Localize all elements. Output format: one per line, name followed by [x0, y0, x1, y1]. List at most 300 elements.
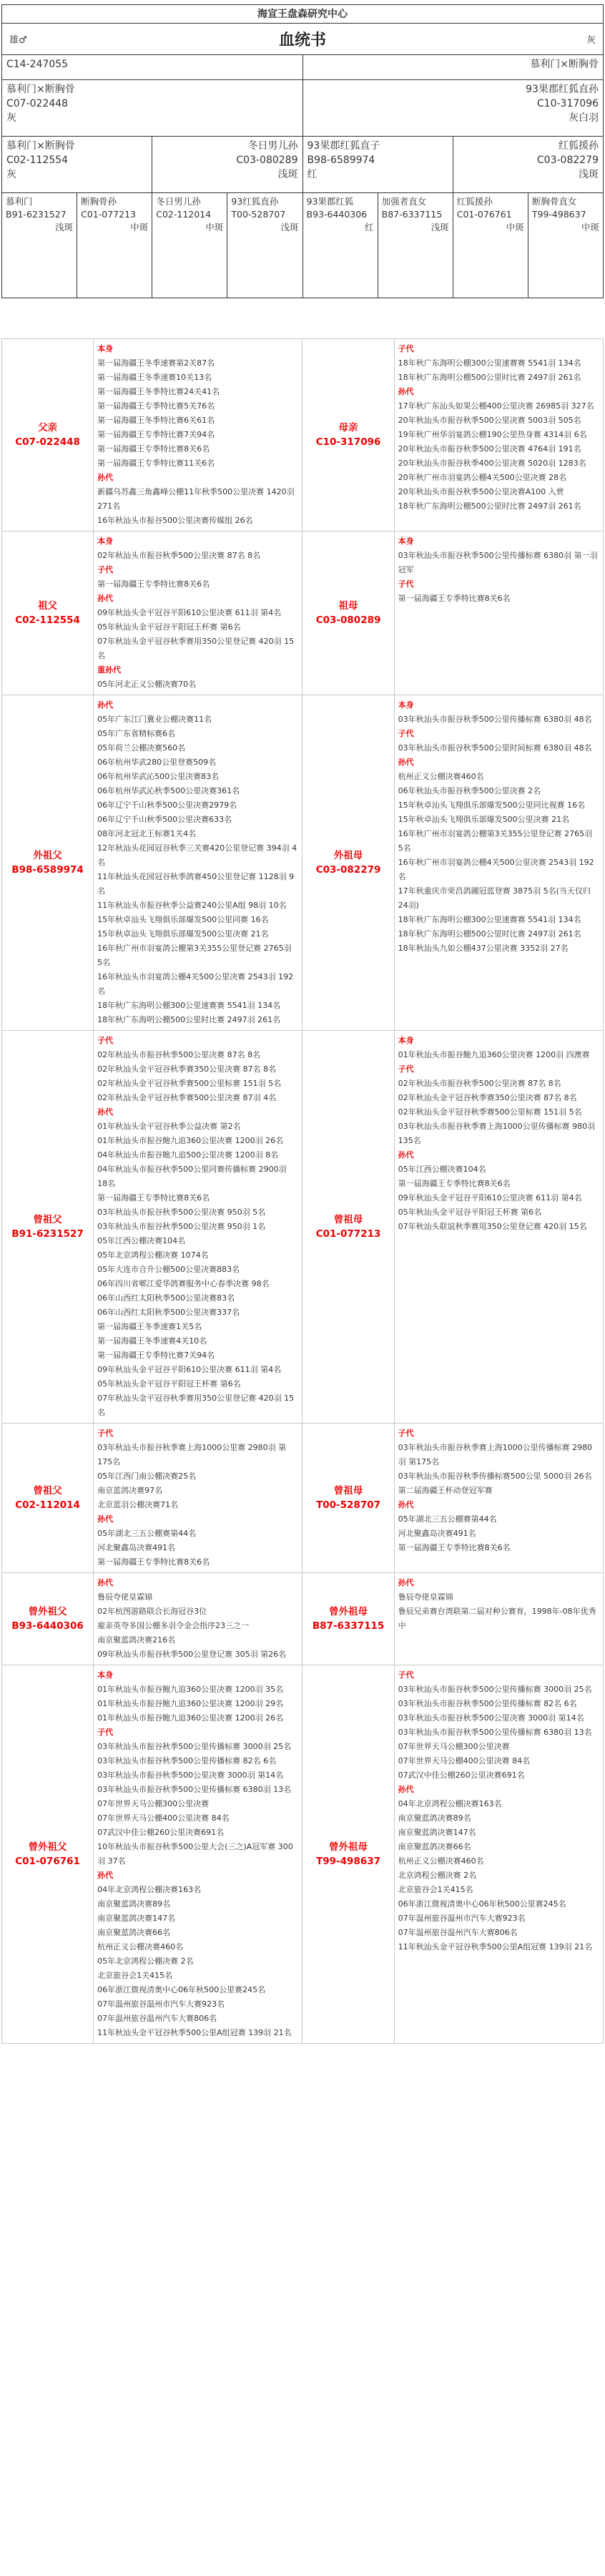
ancestor-color: 浅斑 [55, 222, 74, 232]
record-line: 03年秋汕头市振谷秋季500公里传播标赛 6380羽 13名 [398, 1728, 592, 1737]
record-line: 18年秋广东海明公棚500公里时比赛 2497羽 261名 [398, 501, 581, 511]
record-section-heading: 本身 [97, 537, 114, 546]
record-line: 05年大连市合升公棚500公里决赛883名 [97, 1265, 240, 1274]
ancestor-ring: B98-6589974 [11, 864, 84, 876]
ancestor-ring: B98-6589974 [307, 155, 375, 166]
ancestor-ring: T99-498637 [316, 1856, 381, 1867]
record-line: 05年北京鸿程公棚决赛 2名 [97, 1957, 194, 1966]
ancestor-label [2, 532, 94, 695]
record-line: 杭州正义公棚决赛460名 [398, 1856, 484, 1866]
ancestor-name: 93果郡红狐 [306, 196, 354, 207]
record-section-heading: 子代 [398, 1670, 414, 1680]
record-line: 04年秋汕头市振谷鲍九追500公里决赛 1200羽 8名 [97, 1150, 279, 1160]
record-line: 01年秋汕头市振谷鲍九追360公里决赛 1200羽 26名 [97, 1136, 284, 1145]
ancestor-ring: C01-077213 [81, 209, 136, 220]
ancestor-ring: T00-528707 [316, 1499, 381, 1511]
record-line: 09年秋汕头金平冠谷平阳610公里决赛 611羽 第4名 [97, 608, 282, 617]
record-line: 北京蓝羽公棚决赛71名 [97, 1500, 179, 1509]
record-section-heading: 子代 [398, 344, 414, 353]
record-line: 第一届海疆王冬季速赛10关13名 [97, 373, 212, 382]
record-line: 第一届海疆王专季特比赛8关6名 [97, 1557, 210, 1567]
subject-line: 慕利门×断胸骨 [530, 59, 599, 70]
record-line: 04年秋汕头市振谷秋季500公里同赛传播标赛 2900羽 18名 [97, 1165, 287, 1188]
record-line: 02年秋汕头市振谷秋季500公里决赛 87名 8名 [398, 1079, 561, 1088]
record-section-heading: 孙代 [398, 1150, 414, 1160]
ancestor-name: 冬日男儿孙 [156, 196, 201, 207]
ancestor-name: 加强者直女 [381, 196, 427, 207]
record-line: 07年秋汕头金平冠谷秋季赛用350公里登记赛 420羽 15名 [97, 1394, 295, 1417]
record-line: 北京旅谷会1关415名 [398, 1885, 473, 1894]
ancestor-ring: B93-6440306 [11, 1620, 84, 1632]
ancestor-title: 曾外祖父 [28, 1606, 67, 1617]
ancestor-ring: C03-080289 [315, 614, 381, 626]
race-records [94, 1573, 302, 1665]
record-line: 05年秋汕头金平冠谷平阳冠王杯赛 第6名 [97, 622, 241, 632]
record-line: 07年秋汕头金平冠谷秋季赛用350公里登记赛 420羽 15名 [97, 637, 295, 660]
ancestor-ring: C03-082279 [536, 155, 599, 166]
great-ancestor-cell [303, 193, 378, 298]
ancestor-ring: C07-022448 [15, 436, 80, 448]
record-line: 第一届海疆王冬季速赛4关10名 [97, 1336, 207, 1346]
record-line: 南京聚蓝鸽决赛89名 [398, 1813, 471, 1823]
record-line: 第一届海疆王专季特比赛8关6名 [398, 594, 511, 603]
record-line: 15年秋卓汕头飞翔俱乐部爆发500公里同比视赛 16名 [398, 800, 586, 810]
great-ancestor-cell [378, 193, 453, 298]
parents-row [2, 80, 603, 137]
record-line: 鲁辰夸佬皇霖锦 [97, 1592, 153, 1602]
record-section-heading: 本身 [97, 344, 114, 353]
record-line: 03年秋汕头市振谷秋季赛上海1000公里传播标赛 2980羽 第175名 [398, 1443, 593, 1466]
record-line: 06年山西红太阳秋季500公里决赛337名 [97, 1308, 240, 1317]
race-records [394, 1424, 603, 1573]
ancestor-ring: T99-498637 [531, 209, 586, 220]
record-line: 鲁辰兄弟赛台湾联第二届对种公赛育，1998年-08年优秀中 [398, 1607, 596, 1630]
record-section-heading: 子代 [398, 579, 414, 589]
record-line: 05年秋汕头金平冠谷平阳冠王杯赛 第6名 [398, 1208, 542, 1217]
ancestor-ring: C03-080289 [236, 155, 298, 166]
record-line: 第一届海疆王专季特比赛8关6名 [97, 444, 210, 454]
ancestor-title: 外祖父 [33, 850, 62, 861]
record-line: 06年杭州华武280公里登赛509名 [97, 758, 217, 767]
race-records [394, 1665, 603, 2044]
record-section-heading: 孙代 [398, 1500, 414, 1509]
great-ancestor-cell [528, 193, 603, 298]
record-line: 02年秋汕头金平冠谷秋季赛500公里决赛 87羽 4名 [97, 1093, 277, 1102]
record-line: 05年北京鸿程公棚决赛 1074名 [97, 1250, 209, 1260]
record-line: 07年温州旅谷温州汽车大赛806名 [97, 2014, 217, 2023]
ancestor-name: 红狐援孙 [559, 140, 599, 152]
ancestor-ring: C02-112014 [156, 209, 212, 220]
record-line: 06年山西红太阳秋季500公里决赛83名 [97, 1293, 235, 1303]
ancestor-cell [303, 137, 453, 192]
race-records [94, 1665, 302, 2044]
record-line: 05年河北正义公棚决赛70名 [97, 680, 197, 689]
section-gap [1, 298, 604, 338]
record-line: 07年世界天马公棚400公里决赛 84名 [398, 1756, 531, 1766]
race-records [94, 1031, 302, 1424]
record-line: 新疆乌苏鑫三角鑫峰公棚11年秋季500公里决赛 1420羽 271名 [97, 487, 295, 511]
ancestor-color: 中斑 [506, 222, 524, 232]
record-line: 16年秋广州市羽宴鸽公棚4关500公里决赛 2543羽 192名 [398, 858, 594, 881]
record-line: 15年秋卓汕头飞翔俱乐部爆发500公里同赛 16名 [97, 915, 269, 924]
record-section-heading: 本身 [398, 700, 414, 710]
ancestor-ring: B91-6231527 [11, 1228, 84, 1240]
record-line: 03年秋汕头市振谷秋季500公里决赛 3000羽 第14名 [97, 1771, 284, 1780]
record-section-heading: 孙代 [398, 1785, 414, 1794]
record-line: 03年秋汕头市振谷秋季500公里传播标赛 82名 6名 [398, 1699, 577, 1708]
record-line: 20年秋汕头市振谷秋季500公里决赛 5003羽 505名 [398, 416, 581, 425]
race-records [94, 339, 302, 532]
race-records [394, 695, 603, 1031]
ancestor-title: 曾祖父 [33, 1485, 62, 1497]
record-line: 06年浙江微视清奥中心06年秋500公里赛245名 [398, 1899, 566, 1909]
ancestor-title: 曾祖父 [33, 1214, 62, 1225]
race-records [394, 1573, 603, 1665]
record-line: 第一届海疆王专季特比赛11关6名 [97, 459, 215, 468]
record-line: 南京聚蓝鸽决赛147名 [97, 1914, 176, 1923]
sex-mark: 雄♂ [9, 35, 27, 46]
race-records [94, 1424, 302, 1573]
ancestor-label [302, 1573, 394, 1665]
pedigree-row [2, 1573, 604, 1665]
record-line: 02年杭图游路联合长海冠谷3位 [97, 1607, 207, 1616]
record-line: 03年秋汕头市振谷秋季500公里传播标赛 6380羽 第一羽 冠军 [398, 551, 598, 574]
record-line: 03年秋汕头市振谷秋季500公里决赛 3000羽 第14名 [398, 1713, 584, 1723]
record-line: 16年秋广州市羽宴鸽公棚第3关355公里登记赛 2765羽 5名 [97, 944, 292, 967]
ancestor-ring: B91-6231527 [6, 209, 67, 220]
record-line: 12年秋汕头花园冠谷秋季三关赛420公里登记赛 394羽 4名 [97, 843, 297, 867]
record-line: 02年秋汕头金平冠谷秋季赛350公里决赛 87名 8名 [398, 1093, 577, 1102]
record-line: 02年秋汕头市振谷秋季500公里决赛 87名 8名 [97, 1050, 261, 1059]
record-line: 02年秋汕头市振谷秋季500公里决赛 87名 8名 [97, 551, 261, 560]
record-line: 11年秋汕头市振谷秋季公益赛240公里A组 98羽 10名 [97, 901, 287, 910]
ancestor-name: 慕利门×断胸骨 [6, 140, 75, 152]
record-line: 河北聚鑫岛决赛491名 [398, 1529, 476, 1538]
record-line: 07年温州旅谷温州市汽车大赛923名 [398, 1914, 526, 1923]
ancestor-color: 红 [307, 169, 318, 180]
pedigree-row [2, 1031, 604, 1424]
record-line: 20年秋广州市羽宴鸽公棚4关500公里决赛 28名 [398, 473, 567, 482]
record-line: 18年秋广东海明公棚500公里时比赛 2497羽 261名 [97, 1015, 281, 1024]
record-line: 第一届海疆王专季特比赛7关94名 [97, 1351, 215, 1360]
ancestor-cell [152, 137, 302, 192]
record-line: 01年秋汕头市振谷鲍九追360公里决赛 1200羽 35名 [97, 1685, 284, 1694]
ancestor-color: 灰 [6, 169, 16, 180]
record-line: 第一届海疆王冬季速赛第2关87名 [97, 358, 215, 368]
ancestor-color: 浅斑 [280, 222, 299, 232]
record-section-heading: 子代 [97, 1429, 114, 1438]
record-line: 18年秋广东海明公棚500公里时比赛 2497羽 261名 [398, 929, 581, 939]
record-line: 16年秋广州市羽宴鸽公棚第3关355公里登记赛 2765羽 5名 [398, 829, 593, 853]
ancestor-label [302, 532, 394, 695]
record-section-heading: 子代 [398, 1064, 414, 1074]
ancestor-label [2, 1031, 94, 1424]
ancestor-ring: B87-6337115 [381, 209, 443, 220]
ancestor-color: 中斑 [130, 222, 149, 232]
record-line: 11年秋汕头花园冠谷秋季鸽赛450公里登记赛 1128羽 9名 [97, 872, 295, 896]
pedigree-row [2, 532, 604, 695]
ancestor-title: 曾外祖母 [329, 1606, 368, 1617]
record-line: 18年秋广东海明公棚300公里速赛赛 5541羽 134名 [398, 915, 581, 924]
ancestor-color: 浅斑 [277, 169, 298, 180]
record-line: 07武汉中佳公棚260公里决赛691名 [398, 1771, 525, 1780]
record-line: 03年秋汕头市振谷秋季500公里传播标赛 82名 6名 [97, 1756, 277, 1766]
ancestor-title: 祖父 [38, 600, 58, 612]
record-line: 02年秋汕头金平冠谷秋季赛500公里标赛 151羽 5名 [398, 1107, 582, 1117]
record-line: 03年秋汕头市振谷秋季500公里传播标赛 3000羽 25名 [97, 1742, 292, 1751]
pedigree-records-table [1, 338, 604, 2044]
great-ancestor-cell [227, 193, 302, 298]
record-line: 06年秋汕头市振谷秋季500公里决赛 2名 [398, 786, 541, 795]
record-section-heading: 孙代 [398, 387, 414, 396]
great-ancestor-cell [77, 193, 152, 298]
record-line: 17年秋重庆市荣昌鸽圃冠蓝登赛 3875羽 5名(当天仅归24羽) [398, 886, 591, 910]
great-ancestor-cell [152, 193, 227, 298]
great-ancestor-cell [453, 193, 528, 298]
record-line: 03年秋汕头市振谷秋季500公里传播标赛 3000羽 25名 [398, 1685, 592, 1694]
record-section-heading: 子代 [398, 729, 414, 738]
ancestor-title: 母亲 [338, 422, 358, 434]
ancestor-name: 慕利门×断胸骨 [6, 84, 75, 95]
record-line: 10年秋汕头市振谷秋季500公里大会(三之)A冠军赛 300羽 37名 [97, 1842, 293, 1866]
record-line: 01年秋汕头金平冠谷秋季公益决赛 第2名 [97, 1122, 241, 1131]
record-line: 07年温州旅谷温州汽车大赛806名 [398, 1928, 518, 1937]
record-line: 05年广东省精标赛6名 [97, 729, 176, 738]
record-line: 南京聚蓝鸽决赛147名 [398, 1828, 476, 1837]
record-line: 北京鸿程公棚决赛 2名 [398, 1871, 477, 1880]
ancestor-title: 曾祖母 [333, 1485, 363, 1497]
record-line: 第一届海疆王专季特比赛8关6名 [398, 1543, 511, 1552]
great-ancestor-cell [2, 193, 77, 298]
ancestor-ring: C10-317096 [536, 98, 599, 109]
ancestor-color: 灰 [6, 112, 16, 124]
record-line: 第一届海疆王专季特比赛8关6名 [97, 579, 210, 589]
ancestor-title: 祖母 [338, 600, 358, 612]
race-records [394, 339, 603, 532]
ancestor-label [2, 1424, 94, 1573]
record-line: 05年湖北三五公棚赛第44名 [97, 1529, 197, 1538]
record-line: 南京聚蓝鸽决赛216名 [97, 1635, 176, 1645]
record-line: 11年秋汕头金平冠谷秋季500公里A组冠赛 139羽 21名 [97, 2028, 292, 2037]
record-line: 03年秋汕头市振谷秋季500公里决赛 950羽 1名 [97, 1222, 266, 1231]
ancestor-label [302, 695, 394, 1031]
color-mark: 灰 [586, 35, 596, 46]
record-line: 第一届海疆王专季特比赛8关6名 [398, 1179, 511, 1188]
ancestor-ring: C02-112554 [15, 614, 80, 626]
record-line: 雇亲英夸多国公棚多羽令金会指序23三之一 [97, 1621, 250, 1630]
ancestor-label [302, 1031, 394, 1424]
ancestor-label [2, 1665, 94, 2044]
record-section-heading: 孙代 [97, 1107, 114, 1117]
record-line: 16年秋汕头市羽宴鸽公棚4关500公里决赛 2543羽 192名 [97, 972, 294, 996]
ancestor-title: 外祖母 [333, 850, 363, 861]
record-line: 18年秋广东海明公棚500公里时比赛 2497羽 261名 [398, 373, 581, 382]
ancestor-name: 断胸骨直女 [531, 196, 577, 207]
ancestor-label [2, 1573, 94, 1665]
ancestor-ring: T00-528707 [231, 209, 286, 220]
ancestor-name: 红狐援孙 [456, 196, 493, 207]
record-section-heading: 子代 [97, 1728, 114, 1737]
record-line: 第一届海疆王冬季特比赛6关61名 [97, 416, 215, 425]
record-line: 09年秋汕头金平冠谷平阳610公里决赛 611羽 第4名 [97, 1365, 282, 1374]
ancestor-ring: C07-022448 [6, 98, 69, 109]
record-line: 07年温州旅谷温州市汽车大赛923名 [97, 1999, 225, 2009]
organization-name: 海宣王盘森研究中心 [2, 5, 603, 24]
race-records [394, 532, 603, 695]
ancestor-color: 红 [365, 222, 374, 232]
ancestor-title: 曾外祖父 [28, 1841, 67, 1853]
record-section-heading: 本身 [398, 537, 414, 546]
record-line: 第一届海疆王冬季速赛1关5名 [97, 1322, 202, 1331]
record-line: 06年辽宁千山秋季500公里决赛2979名 [97, 800, 237, 810]
record-section-heading: 重孙代 [97, 665, 122, 675]
record-line: 02年秋汕头金平冠谷秋季赛500公里标赛 151羽 5名 [97, 1079, 282, 1088]
ancestor-ring: B93-6440306 [306, 209, 368, 220]
record-line: 南京聚蓝鸽决赛66名 [97, 1928, 171, 1937]
record-line: 04年北京鸿程公棚决赛163名 [398, 1799, 502, 1808]
record-line: 03年秋汕头市振谷秋季500公里传播标赛 6380羽 13名 [97, 1785, 292, 1794]
record-section-heading: 孙代 [97, 1871, 114, 1880]
ancestor-cell [303, 80, 604, 136]
race-records [94, 695, 302, 1031]
pedigree-tree [1, 4, 604, 298]
ancestor-color: 浅斑 [431, 222, 449, 232]
record-section-heading: 孙代 [398, 758, 414, 767]
record-line: 03年秋汕头市振谷秋季500公里时间标赛 6380羽 48名 [398, 743, 592, 753]
race-records [94, 532, 302, 695]
record-line: 20年秋汕头市振谷秋季500公里决赛A100 入赏 [398, 487, 564, 496]
ancestor-color: 中斑 [205, 222, 224, 232]
record-line: 18年秋汕头九如公棚437公里决赛 3352羽 27名 [398, 944, 569, 953]
ancestor-title: 曾外祖母 [329, 1841, 368, 1853]
record-section-heading: 孙代 [97, 473, 114, 482]
record-line: 08年河北冠北王标赛1关4名 [97, 829, 197, 838]
record-section-heading: 孙代 [97, 1578, 114, 1587]
ancestor-cell [453, 137, 603, 192]
ancestor-name: 93果郡红狐直孙 [526, 84, 599, 95]
ancestor-name: 慕利门 [6, 196, 33, 207]
record-line: 18年秋广东海明公棚300公里速赛赛 5541羽 134名 [97, 1001, 281, 1010]
document-title: 血统书 [278, 31, 326, 49]
race-records [394, 1031, 603, 1424]
certificate-page [0, 4, 605, 2051]
ancestor-title: 父亲 [38, 422, 58, 434]
record-line: 06年杭州华武沁秋季500公里决赛361名 [97, 786, 240, 795]
record-line: 南京蓝鸽决赛97名 [97, 1486, 163, 1495]
record-line: 15年秋卓汕头飞翔俱乐部爆发500公里决赛 21名 [398, 815, 570, 824]
record-line: 15年秋卓汕头飞翔俱乐部爆发500公里决赛 21名 [97, 929, 269, 939]
record-line: 07年世界天马公棚400公里决赛 84名 [97, 1813, 230, 1823]
record-section-heading: 子代 [97, 565, 114, 574]
record-line: 06年辽宁千山秋季500公里决赛633名 [97, 815, 232, 824]
record-line: 07年世界天马公棚300公里决赛 [398, 1742, 510, 1751]
record-section-heading: 孙代 [97, 1514, 114, 1524]
record-line: 杭州正义公棚决赛460名 [398, 772, 484, 781]
record-line: 06年四川省郫江爱华鸽赛服务中心春季决赛 98名 [97, 1279, 270, 1288]
subject-ring: C14-247055 [2, 55, 303, 79]
record-line: 09年秋汕头金平冠谷平阳610公里决赛 611羽 第4名 [398, 1193, 582, 1203]
grandparents-row [2, 137, 603, 193]
record-line: 07年秋汕头联谊秋季赛用350公里登记赛 420羽 15名 [398, 1222, 587, 1231]
ancestor-label [302, 1665, 394, 2044]
ancestor-color: 灰白羽 [569, 112, 599, 124]
record-section-heading: 子代 [97, 1036, 114, 1045]
ancestor-ring: C01-076761 [15, 1856, 80, 1867]
ancestor-name: 断胸骨孙 [81, 196, 117, 207]
record-section-heading: 本身 [97, 1670, 114, 1680]
record-line: 杭州正义公棚决赛460名 [97, 1942, 184, 1951]
pedigree-row [2, 1665, 604, 2044]
record-line: 05年江西公棚决赛104名 [97, 1236, 186, 1245]
ancestor-ring: B87-6337115 [312, 1620, 385, 1632]
record-line: 03年秋汕头市振谷秋季500公里决赛 950羽 5名 [97, 1208, 266, 1217]
record-section-heading: 孙代 [97, 700, 114, 710]
record-line: 06年浙江微视清奥中心06年秋500公里赛245名 [97, 1985, 266, 1994]
record-line: 09年秋汕头市振谷秋季500公里登记赛 305羽 第26名 [97, 1650, 287, 1659]
ancestor-ring: C01-077213 [315, 1228, 381, 1240]
pedigree-row [2, 695, 604, 1031]
record-line: 南京聚蓝鸽决赛89名 [97, 1899, 171, 1909]
great-grandparents-row [2, 193, 603, 298]
record-line: 第一届海疆王冬季特比赛24关41名 [97, 387, 220, 396]
record-line: 05年湖北三五公棚赛第44名 [398, 1514, 497, 1524]
record-line: 02年秋汕头金平冠谷秋季赛350公里决赛 87名 8名 [97, 1064, 277, 1074]
record-section-heading: 本身 [398, 1036, 414, 1045]
record-line: 第一届海疆王专季特比赛5关76名 [97, 401, 215, 411]
title-row [2, 24, 603, 55]
record-section-heading: 孙代 [97, 594, 114, 603]
record-line: 17年秋广东汕头如果公棚400公里决赛 26985羽 327名 [398, 401, 594, 411]
ancestor-color: 浅斑 [579, 169, 599, 180]
ancestor-name: 93红狐直孙 [231, 196, 279, 207]
ancestor-label [302, 1424, 394, 1573]
ancestor-label [302, 339, 394, 532]
record-line: 05年广东江门冀业公棚决赛11名 [97, 715, 212, 724]
record-line: 07武汉中佳公棚260公里决赛691名 [97, 1828, 225, 1837]
ancestor-ring: C10-317096 [315, 436, 381, 448]
record-line: 03年秋汕头市振谷秋季赛上海1000公里赛 2980羽 第175名 [97, 1443, 287, 1466]
record-line: 20年秋汕头市振谷秋季400公里决赛 5020羽 1283名 [398, 459, 586, 468]
ancestor-title: 曾祖母 [333, 1214, 363, 1225]
record-line: 01年秋汕头市振谷鲍九追360公里决赛 1200羽 26名 [97, 1713, 284, 1723]
record-line: 11年秋汕头金平冠谷秋季500公里A组冠赛 139羽 21名 [398, 1942, 593, 1951]
record-line: 01年秋汕头市振谷鲍九追360公里决赛 1200羽 四澳赛 [398, 1050, 590, 1059]
record-line: 03年秋汕头市振谷秋季传播标赛500公里 5000羽 26名 [398, 1471, 592, 1481]
record-line: 03年秋汕头市振谷秋季500公里传播标赛 6380羽 48名 [398, 715, 592, 724]
record-section-heading: 子代 [398, 1429, 414, 1438]
record-line: 06年杭州华武沁500公里决赛83名 [97, 772, 220, 781]
ancestor-ring: C03-082279 [315, 864, 381, 876]
record-line: 05年江西门南公棚决赛25名 [97, 1471, 197, 1481]
record-line: 第二届海疆王杯动登冠军赛 [398, 1486, 493, 1495]
ancestor-ring: C02-112014 [15, 1499, 80, 1511]
ancestor-ring: C01-076761 [456, 209, 512, 220]
record-line: 04年北京鸿程公棚决赛163名 [97, 1885, 202, 1894]
ancestor-ring: C02-112554 [6, 155, 69, 166]
pedigree-row [2, 1424, 604, 1573]
ancestor-label [2, 339, 94, 532]
pedigree-row [2, 339, 604, 532]
record-line: 18年秋广东海明公棚300公里速赛赛 5541羽 134名 [398, 358, 581, 368]
ancestor-label [2, 695, 94, 1031]
record-line: 河北聚鑫岛决赛491名 [97, 1543, 176, 1552]
record-line: 第一届海疆王专季特比赛8关6名 [97, 1193, 210, 1203]
record-line: 20年秋汕头市振谷秋季500公里决赛 4764羽 191名 [398, 444, 581, 454]
record-line: 03年秋汕头市振谷秋季赛上海1000公里传播标赛 980羽 135名 [398, 1122, 596, 1145]
record-line: 第一届海疆王专季特比赛7关94名 [97, 430, 215, 439]
record-line: 01年秋汕头市振谷鲍九追360公里决赛 1200羽 29名 [97, 1699, 284, 1708]
record-line: 南京聚蓝鸽决赛66名 [398, 1842, 471, 1851]
